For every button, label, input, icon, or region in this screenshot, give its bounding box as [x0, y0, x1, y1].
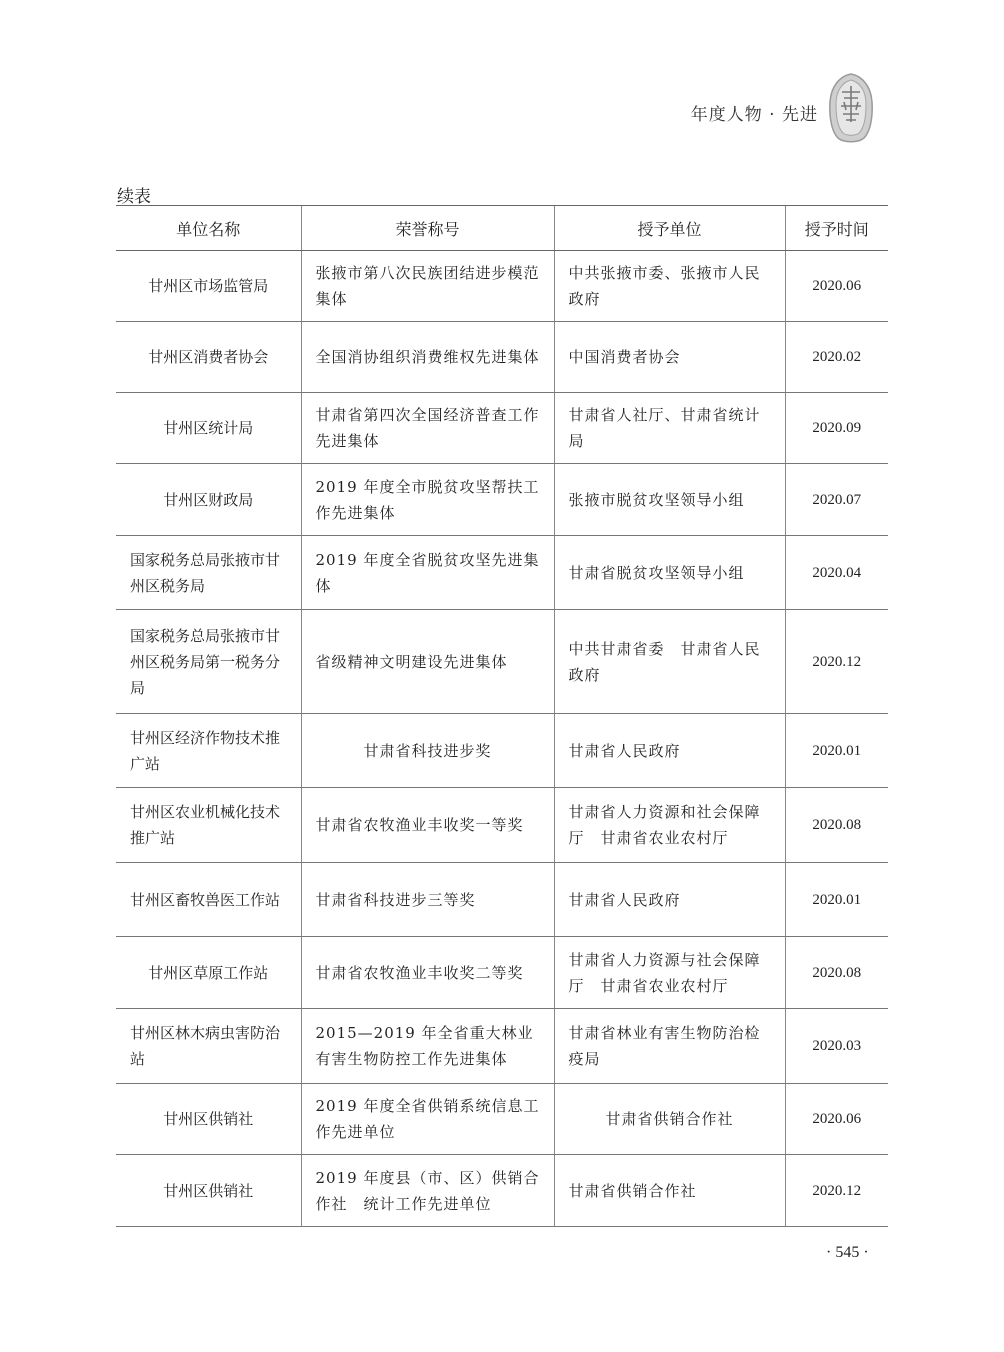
grantor-cell: 张掖市脱贫攻坚领导小组	[554, 464, 785, 536]
grantor-cell: 甘肃省人社厅、甘肃省统计局	[554, 393, 785, 464]
time-cell: 2020.12	[785, 610, 888, 714]
table-row	[116, 863, 888, 937]
grantor-cell: 中国消费者协会	[554, 322, 785, 393]
grantor-cell: 甘肃省供销合作社	[554, 1155, 785, 1227]
table-row	[116, 1155, 888, 1227]
grantor-cell: 甘肃省供销合作社	[554, 1084, 785, 1155]
seal-emblem-icon	[828, 72, 874, 144]
unit-cell: 甘州区草原工作站	[116, 937, 301, 1009]
honor-cell: 甘肃省农牧渔业丰收奖一等奖	[301, 788, 554, 863]
unit-cell: 甘州区消费者协会	[116, 322, 301, 393]
honor-cell: 张掖市第八次民族团结进步模范集体	[301, 251, 554, 322]
grantor-cell: 甘肃省人民政府	[554, 863, 785, 937]
unit-cell: 甘州区财政局	[116, 464, 301, 536]
time-cell: 2020.01	[785, 863, 888, 937]
table-row	[116, 536, 888, 610]
table-row	[116, 610, 888, 714]
honor-cell: 甘肃省科技进步三等奖	[301, 863, 554, 937]
table-row	[116, 714, 888, 788]
grantor-cell: 甘肃省脱贫攻坚领导小组	[554, 536, 785, 610]
time-cell: 2020.01	[785, 714, 888, 788]
grantor-cell: 甘肃省人民政府	[554, 714, 785, 788]
honors-table	[116, 205, 888, 1227]
table-row	[116, 393, 888, 464]
honor-cell: 全国消协组织消费维权先进集体	[301, 322, 554, 393]
page-number: · 545 ·	[826, 1244, 869, 1261]
time-cell: 2020.02	[785, 322, 888, 393]
honor-cell: 2019 年度全省供销系统信息工作先进单位	[301, 1084, 554, 1155]
table-row	[116, 251, 888, 322]
time-cell: 2020.08	[785, 788, 888, 863]
unit-cell: 甘州区供销社	[116, 1084, 301, 1155]
column-header-honor: 荣誉称号	[301, 206, 554, 251]
unit-cell: 甘州区畜牧兽医工作站	[116, 863, 301, 937]
column-header-unit: 单位名称	[116, 206, 301, 251]
table-row	[116, 322, 888, 393]
grantor-cell: 中共张掖市委、张掖市人民政府	[554, 251, 785, 322]
table-row	[116, 788, 888, 863]
table-caption: 续表	[117, 187, 151, 207]
honor-cell: 甘肃省第四次全国经济普查工作先进集体	[301, 393, 554, 464]
honor-cell: 甘肃省农牧渔业丰收奖二等奖	[301, 937, 554, 1009]
table-row	[116, 937, 888, 1009]
table-row	[116, 1084, 888, 1155]
time-cell: 2020.04	[785, 536, 888, 610]
time-cell: 2020.03	[785, 1009, 888, 1084]
unit-cell: 甘州区统计局	[116, 393, 301, 464]
time-cell: 2020.09	[785, 393, 888, 464]
time-cell: 2020.07	[785, 464, 888, 536]
unit-cell: 甘州区供销社	[116, 1155, 301, 1227]
honor-cell: 2019 年度县（市、区）供销合作社 统计工作先进单位	[301, 1155, 554, 1227]
table-header-row	[116, 206, 888, 251]
honor-cell: 2019 年度全省脱贫攻坚先进集体	[301, 536, 554, 610]
honor-cell: 2019 年度全市脱贫攻坚帮扶工作先进集体	[301, 464, 554, 536]
grantor-cell: 甘肃省人力资源和社会保障厅 甘肃省农业农村厅	[554, 788, 785, 863]
column-header-grantor: 授予单位	[554, 206, 785, 251]
section-title: 年度人物 · 先进	[690, 105, 818, 125]
table-row	[116, 1009, 888, 1084]
grantor-cell: 中共甘肃省委 甘肃省人民政府	[554, 610, 785, 714]
grantor-cell: 甘肃省人力资源与社会保障厅 甘肃省农业农村厅	[554, 937, 785, 1009]
time-cell: 2020.06	[785, 251, 888, 322]
column-header-time: 授予时间	[785, 206, 888, 251]
unit-cell: 国家税务总局张掖市甘州区税务局	[116, 536, 301, 610]
unit-cell: 甘州区经济作物技术推广站	[116, 714, 301, 788]
unit-cell: 甘州区林木病虫害防治站	[116, 1009, 301, 1084]
unit-cell: 甘州区农业机械化技术推广站	[116, 788, 301, 863]
time-cell: 2020.08	[785, 937, 888, 1009]
honor-cell: 省级精神文明建设先进集体	[301, 610, 554, 714]
time-cell: 2020.12	[785, 1155, 888, 1227]
honor-cell: 2015—2019 年全省重大林业有害生物防控工作先进集体	[301, 1009, 554, 1084]
honor-cell: 甘肃省科技进步奖	[301, 714, 554, 788]
table-row	[116, 464, 888, 536]
time-cell: 2020.06	[785, 1084, 888, 1155]
grantor-cell: 甘肃省林业有害生物防治检疫局	[554, 1009, 785, 1084]
unit-cell: 甘州区市场监管局	[116, 251, 301, 322]
unit-cell: 国家税务总局张掖市甘州区税务局第一税务分局	[116, 610, 301, 714]
